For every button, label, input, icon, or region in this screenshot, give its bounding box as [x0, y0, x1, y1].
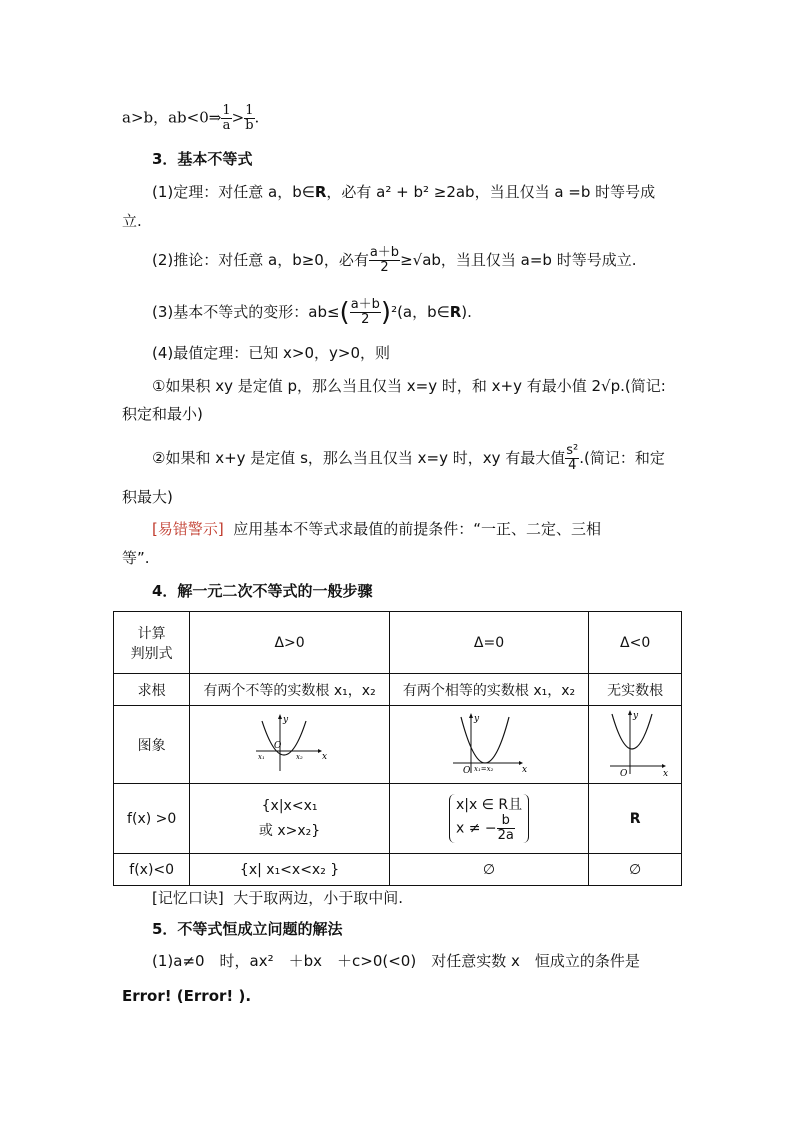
product-rule-line-2: 积定和最小) [122, 405, 203, 423]
roots-two-distinct: 有两个不等的实数根 x₁，x₂ [190, 674, 389, 706]
solution-negative-double-root: ∅ [389, 854, 588, 886]
graph-double-root [389, 706, 588, 784]
parabola-double-root-graph [449, 711, 529, 775]
solution-positive-double-root: x|x ∈ R且 x ≠ − $\frac{b}{2a}$ [389, 784, 588, 854]
constant-inequality-line-2: Error! (Error! ). [122, 987, 252, 1005]
parabola-two-roots-graph [250, 711, 330, 775]
solution-negative-no-root: ∅ [589, 854, 682, 886]
svg-text:x₁: x₁ [257, 752, 265, 761]
fraction-s2-4: $\frac{\text{s²}}{4}$ [566, 443, 579, 473]
solution-negative-two-roots: {x| x₁<x<x₂ } [190, 854, 389, 886]
row-roots-label: 求根 [114, 674, 190, 706]
fraction-ab-2: $\frac{a+b}{2}$ [369, 245, 400, 275]
theorem-line-2: 立. [122, 212, 142, 230]
svg-text:O: O [620, 768, 628, 778]
svg-text:y: y [633, 710, 639, 721]
memory-tip: [记忆口诀] 大于取两边，小于取中间. [152, 889, 404, 907]
fraction-1b: $\frac{1}{b}$ [245, 103, 254, 133]
svg-text:x: x [522, 764, 528, 775]
section-4-title: 4．解一元二次不等式的一般步骤 [152, 582, 373, 600]
theorem-line-1: (1)定理：对任意 a，b∈R，必有 a² + b² ≥2ab，当且仅当 a =b 时等号成 [152, 183, 656, 201]
corollary-line: (2)推论：对任意 a，b≥0，必有 $\frac{a+b}{2}$ ≥√ab，当且仅当 a=b 时等号成立. [152, 245, 637, 275]
parabola-no-root-graph [600, 708, 670, 778]
table-row [114, 674, 682, 706]
sum-rule-line-2: 积最大) [122, 488, 173, 506]
extremum-theorem: (4)最值定理：已知 x>0，y>0，则 [152, 344, 390, 362]
roots-two-equal: 有两个相等的实数根 x₁，x₂ [389, 674, 588, 706]
product-rule-line-1: ①如果积 xy 是定值 p，那么当且仅当 x=y 时，和 x+y 有最小值 2√p.(简记: [152, 377, 666, 395]
steps-table [113, 611, 682, 886]
section-5-title: 5．不等式恒成立问题的解法 [152, 920, 343, 938]
svg-text:y: y [282, 714, 288, 725]
svg-text:O: O [463, 765, 471, 775]
solution-positive-two-roots: {x|x<x₁ 或 x>x₂} [190, 784, 389, 854]
text-line-0 [122, 104, 259, 133]
header-delta-zero: Δ=0 [389, 612, 588, 674]
gt-sign: > [231, 108, 245, 127]
row-negative-label: f(x)<0 [114, 854, 190, 886]
svg-text:y: y [474, 713, 480, 724]
table-row [114, 612, 682, 674]
solution-positive-no-root: R [589, 784, 682, 854]
header-delta-neg: Δ<0 [589, 612, 682, 674]
graph-no-root [589, 706, 682, 784]
constant-inequality-line-1: (1)a≠0 时，ax² ＋bx ＋c>0(<0) 对任意实数 x 恒成立的条件是 [152, 952, 640, 970]
svg-text:x: x [663, 768, 669, 778]
table-row [114, 854, 682, 886]
sum-rule-line-1: ②如果和 x+y 是定值 s，那么当且仅当 x=y 时，xy 有最大值 $\frac{\text{s²}}{4}$ .(简记：和定 [152, 443, 665, 473]
table-row [114, 784, 682, 854]
row-positive-label: f(x) >0 [114, 784, 190, 854]
header-discriminant: 计算 判别式 [114, 612, 190, 674]
period: . [254, 108, 260, 127]
fraction-1a: $\frac{1}{a}$ [222, 103, 231, 133]
section-3-title: 3．基本不等式 [152, 150, 253, 168]
roots-none: 无实数根 [589, 674, 682, 706]
warning-tag: [易错警示] [152, 520, 224, 538]
row-graph-label: 图象 [114, 706, 190, 784]
svg-text:O: O [273, 740, 281, 751]
svg-text:x: x [321, 751, 327, 762]
svg-text:x₂: x₂ [295, 752, 303, 761]
variant-line: (3)基本不等式的变形：ab≤( $\frac{a+b}{2}$ )²(a，b∈R). [152, 297, 472, 328]
warning-line-2: 等”. [122, 549, 150, 567]
line0-prefix: a>b，ab<0⇒ [122, 108, 222, 127]
svg-text:x₁=x₂: x₁=x₂ [474, 764, 494, 773]
fraction-ab-2b: $\frac{a+b}{2}$ [350, 297, 380, 327]
graph-two-roots [190, 706, 389, 784]
warning-line-1: [易错警示] 应用基本不等式求最值的前提条件：“一正、二定、三相 [152, 520, 602, 538]
table-row [114, 706, 682, 784]
header-delta-pos: Δ>0 [190, 612, 389, 674]
